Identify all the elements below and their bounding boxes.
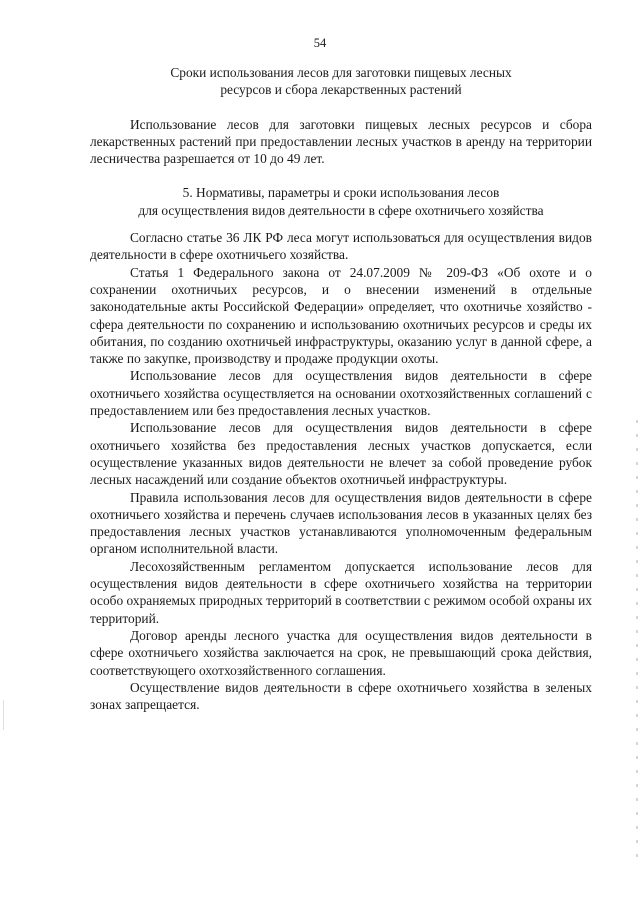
section-hunting-economy [90, 184, 592, 713]
paragraph: Лесохозяйственным регламентом допускается использование лесов для осуществления видов деятельности в сфере охотничьего хозяйства на территории особо охраняемых природных территорий в соответствии с режимом особой охраны их территорий. [90, 558, 592, 626]
paragraph: Использование лесов для заготовки пищевых лесных ресурсов и сбора лекарственных растений при предоставлении лесных участков в аренду на территории лесничества разрешается от 10 до 49 лет. [90, 116, 592, 167]
paragraph: Осуществление видов деятельности в сфере охотничьего хозяйства в зеленых зонах запрещается. [90, 679, 592, 713]
section-title-line-2: ресурсов и сбора лекарственных растений [220, 82, 462, 98]
section-forest-food-resources [90, 64, 592, 167]
document-body [90, 64, 592, 713]
section-title-line-1: 5. Нормативы, параметры и сроки использования лесов [182, 185, 500, 201]
paragraph: Статья 1 Федерального закона от 24.07.2009 № 209-ФЗ «Об охоте и о сохранении охотничьих ресурсов, и о внесении изменений в отдельные законодательные акты Российской Федерации» определяет, что охотничье хозяйство - сфера деятельности по сохранению и использованию охотничьих ресурсов и среды их обитания, по созданию охотничьей инфраструктуры, оказанию услуг в данной сфере, а также по закупке, производству и продаже продукции охоты. [90, 264, 592, 367]
section-title-line-2: для осуществления видов деятельности в сфере охотничьего хозяйства [138, 202, 544, 218]
scan-edge-marks [636, 420, 638, 860]
section-title-line-1: Сроки использования лесов для заготовки пищевых лесных [170, 65, 512, 80]
scan-edge-mark [3, 700, 4, 730]
paragraph: Правила использования лесов для осуществления видов деятельности в сфере охотничьего хозяйства и перечень случаев использования лесов в указанных целях без предоставления лесных участков устанавливаются уполномоченным федеральным органом исполнительной власти. [90, 489, 592, 557]
page-number: 54 [313, 36, 327, 50]
paragraph: Использование лесов для осуществления видов деятельности в сфере охотничьего хозяйства осуществляется на основании охотхозяйственных соглашений с предоставлением или без предоставления лесных участков. [90, 368, 592, 419]
paragraph: Использование лесов для осуществления видов деятельности в сфере охотничьего хозяйства без предоставления лесных участков допускается, если осуществление указанных видов деятельности не влечет за собой проведение рубок лесных насаждений или создание объектов охотничьей инфраструктуры. [90, 420, 592, 488]
paragraph: Согласно статье 36 ЛК РФ леса могут использоваться для осуществления видов деятельности в сфере охотничьего хозяйства. [90, 230, 592, 263]
paragraph: Договор аренды лесного участка для осуществления видов деятельности в сфере охотничьего хозяйства заключается на срок, не превышающий срока действия, соответствующего охотхозяйственного соглашения. [90, 627, 592, 678]
